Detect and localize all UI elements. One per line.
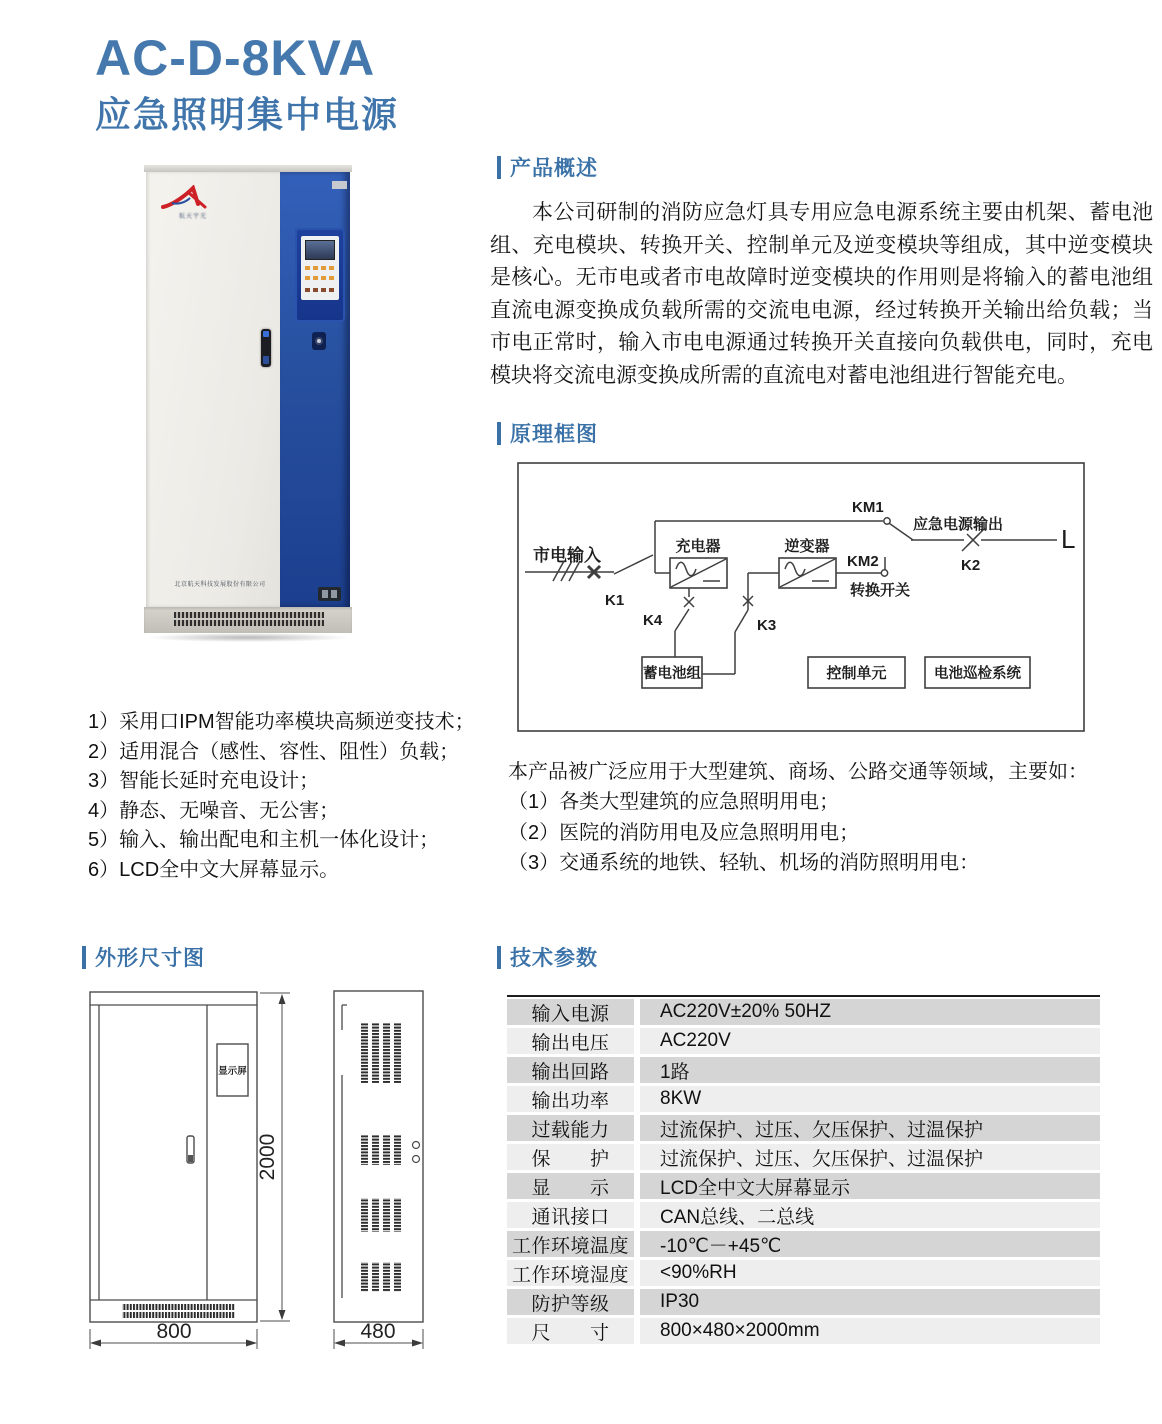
lcd-screen: [305, 240, 335, 260]
spec-label: 保 护: [507, 1144, 634, 1170]
base-vent: [174, 612, 324, 618]
section-heading-diagram: [497, 418, 598, 448]
table-row: [507, 1144, 1100, 1170]
spec-value: LCD全中文大屏幕显示: [640, 1173, 1100, 1199]
panel-button: [321, 276, 326, 280]
table-row: [507, 999, 1100, 1025]
dimension-depth: 480: [360, 1320, 396, 1343]
lock-ring: [315, 337, 323, 345]
company-label: 北京航天科技发展股份有限公司: [174, 582, 266, 588]
drawing-screen-label: 显示屏: [218, 1066, 247, 1077]
panel-button: [321, 288, 326, 292]
table-row: [507, 1086, 1100, 1112]
bottom-terminal: [318, 587, 341, 601]
diagram-k2-label: K2: [961, 557, 981, 574]
cabinet-top-cap: [144, 165, 352, 172]
door-handle: [261, 329, 271, 367]
side-vent-grilles: [361, 1023, 401, 1292]
diagram-k4-label: K4: [643, 612, 663, 629]
feature-item: 5）输入、输出配电和主机一体化设计；: [88, 829, 440, 851]
spec-label: 工作环境湿度: [507, 1260, 634, 1286]
cabinet-nameplate: [332, 181, 347, 189]
spec-value: 800×480×2000mm: [640, 1318, 1100, 1344]
diagram-km2-label: KM2: [847, 553, 879, 570]
table-row: [507, 1028, 1100, 1054]
diagram-line-label: L: [1061, 524, 1076, 554]
panel-button: [313, 288, 318, 292]
cabinet-shadow: [148, 633, 348, 642]
panel-button: [305, 266, 310, 270]
dimension-width: 800: [156, 1320, 192, 1343]
table-row: [507, 1318, 1100, 1344]
spec-label: 输入电源: [507, 999, 634, 1025]
heading-bar: [82, 946, 86, 969]
door-lock: [312, 332, 326, 350]
spec-label: 输出功率: [507, 1086, 634, 1112]
product-photo: [146, 165, 350, 645]
applications-list: [508, 757, 1088, 879]
spec-value: -10℃－+45℃: [640, 1231, 1100, 1257]
spec-value: 过流保护、过压、欠压保护、过温保护: [640, 1115, 1100, 1141]
table-row: [507, 1289, 1100, 1315]
diagram-charger-label: 充电器: [675, 538, 721, 555]
feature-item: 4）静态、无噪音、无公害；: [88, 799, 340, 822]
spec-value: 1路: [640, 1057, 1100, 1083]
heading-text: 技术参数: [510, 947, 598, 970]
diagram-k1-label: K1: [605, 592, 625, 609]
section-heading-specs: [497, 942, 598, 972]
heading-text: 外形尺寸图: [95, 947, 205, 970]
panel-button: [321, 266, 326, 270]
section-heading-overview: [497, 152, 598, 182]
spec-value: AC220V±20% 50HZ: [640, 999, 1100, 1025]
table-row: [507, 1115, 1100, 1141]
panel-button: [313, 266, 318, 270]
spec-label: 过载能力: [507, 1115, 634, 1141]
spec-value: 过流保护、过压、欠压保护、过温保护: [640, 1144, 1100, 1170]
diagram-mains-input-label: 市电输入: [533, 546, 601, 565]
spec-label: 输出电压: [507, 1028, 634, 1054]
brand-logo-text: 航天宇光: [178, 214, 207, 220]
application-item: （3）交通系统的地铁、轻轨、机场的消防照明用电：: [508, 852, 980, 875]
feature-item: 3）智能长延时充电设计；: [88, 770, 320, 792]
diagram-k3-label: K3: [757, 617, 777, 634]
diagram-km1-label: KM1: [852, 499, 884, 516]
feature-list: [88, 708, 475, 885]
title-block: [95, 32, 399, 138]
spec-value: <90%RH: [640, 1260, 1100, 1286]
panel-button: [329, 288, 334, 292]
application-item: （2）医院的消防用电及应急照明用电；: [508, 821, 860, 844]
heading-bar: [497, 422, 501, 445]
spec-value: AC220V: [640, 1028, 1100, 1054]
section-heading-dimensions: [82, 942, 205, 972]
heading-text: 原理框图: [510, 423, 598, 446]
spec-label: 通讯接口: [507, 1202, 634, 1228]
panel-button: [329, 276, 334, 280]
spec-label: 输出回路: [507, 1057, 634, 1083]
application-item: （1）各类大型建筑的应急照明用电；: [508, 791, 840, 814]
spec-label: 工作环境温度: [507, 1231, 634, 1257]
panel-button: [329, 266, 334, 270]
principle-block-diagram: [517, 462, 1085, 732]
panel-button: [305, 288, 310, 292]
overview-paragraph: 本公司研制的消防应急灯具专用应急电源系统主要由机架、蓄电池组、充电模块、转换开关、控制单元及逆变模块等组成，其中逆变模块是核心。无市电或者市电故障时逆变模块的作用则是将输入的蓄电池组直流电源变换成负载所需的交流电电源，经过转换开关输出给负载；当市电正常时，输入市电电源通过转换开关直接向负载供电，同时，充电模块将交流电源变换成所需的直流电对蓄电池组进行智能充电。: [490, 201, 1153, 387]
display-panel-face: [301, 236, 339, 300]
table-row: [507, 1173, 1100, 1199]
dimension-drawing: [85, 985, 470, 1375]
heading-bar: [497, 156, 501, 179]
feature-item: 1）采用口IPM智能功率模块高频逆变技术；: [88, 711, 475, 733]
diagram-inverter-label: 逆变器: [784, 538, 830, 555]
diagram-emergency-output-label: 应急电源输出: [913, 516, 1004, 533]
table-row: [507, 1260, 1100, 1286]
page-subtitle: 应急照明集中电源: [95, 94, 400, 135]
spec-value: IP30: [640, 1289, 1100, 1315]
spec-value: 8KW: [640, 1086, 1100, 1112]
specs-table: [507, 995, 1100, 1347]
dimension-height: 2000: [256, 1133, 279, 1181]
spec-label: 防护等级: [507, 1289, 634, 1315]
diagram-battery-label: 蓄电池组: [643, 666, 701, 682]
table-row: [507, 1057, 1100, 1083]
spec-value: CAN总线、二总线: [640, 1202, 1100, 1228]
feature-item: 2）适用混合（感性、容性、阻性）负载；: [88, 740, 460, 763]
spec-label: 尺 寸: [507, 1318, 634, 1344]
panel-button: [313, 276, 318, 280]
feature-item: 6）LCD全中文大屏幕显示。: [88, 858, 340, 881]
diagram-transfer-switch-label: 转换开关: [850, 582, 911, 599]
diagram-control-unit-label: 控制单元: [826, 665, 887, 682]
table-row: [507, 1202, 1100, 1228]
applications-intro: 本产品被广泛应用于大型建筑、商场、公路交通等领域，主要如：: [508, 761, 1088, 783]
spec-label: 显 示: [507, 1173, 634, 1199]
panel-button: [305, 276, 310, 280]
cabinet-base: [144, 607, 352, 633]
page-title: AC-D-8KVA: [95, 30, 376, 86]
cabinet-display-panel: [295, 228, 345, 322]
table-row: [507, 1231, 1100, 1257]
heading-text: 产品概述: [510, 157, 598, 180]
diagram-battery-monitor-label: 电池巡检系统: [934, 666, 1021, 682]
heading-bar: [497, 946, 501, 969]
base-vent: [174, 620, 324, 626]
